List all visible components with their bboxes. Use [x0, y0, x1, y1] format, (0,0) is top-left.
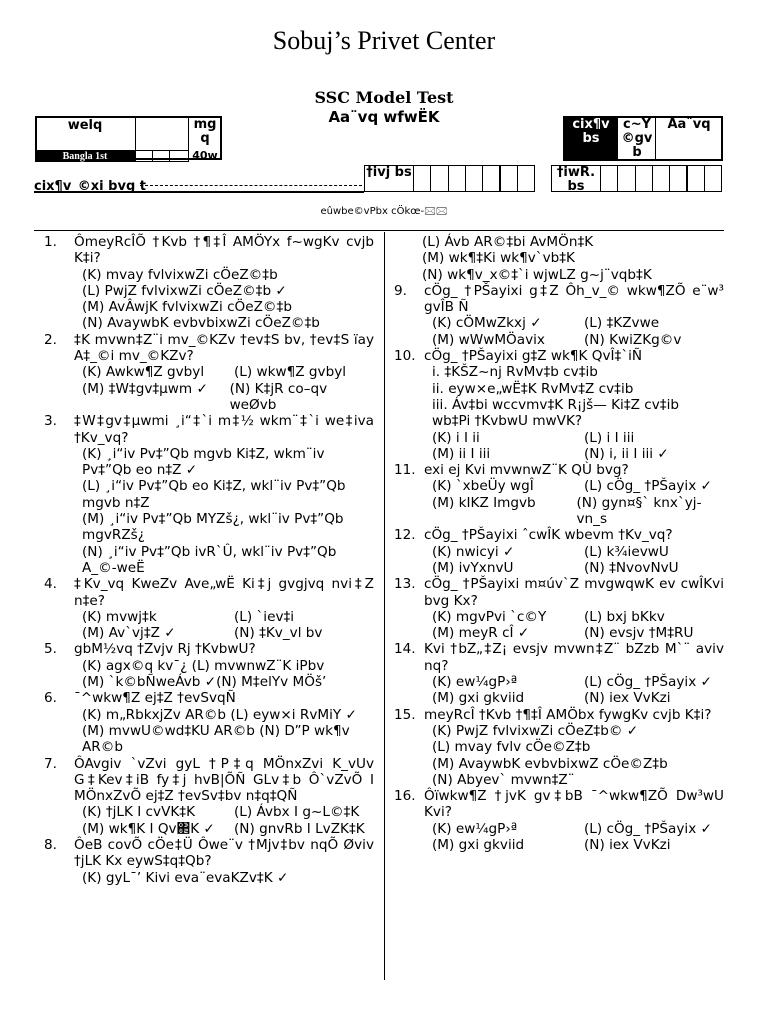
answer-option-row: [74, 381, 374, 414]
answer-option: (M) `k©bÑweÁvb ✓(N) M‡elYv MÖš’: [82, 674, 327, 691]
answer-option: (N) wk¶v_x©‡`i wjwLZ g~j¨vqb‡K: [422, 266, 652, 283]
answer-option-row: [74, 609, 374, 625]
answer-option: (M) Av`vj‡Z ✓: [82, 625, 176, 642]
question-number: 14.: [394, 641, 416, 658]
answer-option: (N) gyn¤§` knx`yj-vn_s: [576, 494, 702, 528]
answer-option: (N) ‡Kv_vl bv: [234, 625, 323, 642]
digit-box: [430, 165, 448, 192]
answer-option: (N) i, ii I iii ✓: [584, 445, 669, 462]
digit-box: [465, 165, 483, 192]
answer-option: (K) nwicyi ✓: [432, 543, 515, 560]
answer-option: (N) gnvRb I LvZK‡K: [234, 820, 365, 837]
question-text: meyRcÎ †Kvb †¶‡Î AMÖbx fywgKv cvjb K‡i?: [424, 706, 712, 723]
question-item: [44, 756, 374, 837]
chapter-label: Aa¨vq: [667, 117, 711, 132]
reg-label: †iwR. bs: [556, 165, 596, 194]
question-text: ÔmeyRcÎÕ †Kvb †¶‡Î AMÖYx f~wgKv cvjb K‡i?: [74, 234, 374, 267]
answer-option: (L) Ávbx I g~L©‡K: [234, 804, 360, 821]
answer-option-row: [424, 430, 724, 446]
set-box-2: [152, 150, 170, 162]
question-number: 6.: [44, 690, 57, 707]
question-text: ÔeB covÕ cÖe‡Ü Ôwe¨v †Mjv‡bv nqÕ Øviv †jLK Kx eywS‡q‡Qb?: [74, 836, 374, 870]
answer-option-row: [424, 609, 724, 625]
answer-option: (K) agx©q kv¯¿ (L) mvwnwZ¨K iPbv: [82, 657, 325, 674]
answer-option: (L) cÖg_ †PŠayix ✓: [584, 820, 712, 837]
question-text: ÔAvgiv `vZvi gyL †P‡q MÖnxZvi K_vUv G‡Kev‡iB fy‡j hvB|ÕÑ GLv‡b Ô`vZvÕ I MÖnxZvÕ ej‡Z †evSv‡bv n‡q‡QÑ: [74, 755, 374, 805]
digit-box: [617, 165, 635, 192]
answer-option: (L) i I iii: [584, 429, 635, 446]
answer-option: (L) k¾ievwU: [584, 543, 669, 560]
answer-option: (K) i I ii: [432, 429, 480, 446]
answer-option: (M) kIKZ Imgvb: [432, 494, 536, 511]
answer-option: (L) wkw¶Z gvbyl: [234, 364, 347, 381]
question-statement: iii. Áv‡bi wccvmv‡K R¡jš— Ki‡Z cv‡ib: [432, 396, 679, 413]
answer-option-row: [74, 364, 374, 380]
column-divider: [384, 232, 385, 980]
question-text: Kvi †bZ„‡Z¡ evsjv mvwn‡Z¨ bZzb M`¨ aviv nq?: [424, 641, 724, 674]
set-label: mg q: [193, 117, 217, 146]
digit-box: [600, 165, 618, 192]
answer-option: (K) mvay fvlvixwZi cÖeZ©‡b: [82, 266, 278, 283]
answer-option-row: [424, 690, 724, 706]
digit-box: [652, 165, 670, 192]
question-item: [394, 707, 724, 788]
question-item: [394, 283, 724, 348]
answer-option: (K) PwjZ fvlvixwZi cÖeZ‡b© ✓: [432, 722, 639, 739]
question-item: [394, 641, 724, 706]
question-number: 1.: [44, 234, 57, 250]
answer-option: (L) bxj bKkv: [584, 608, 665, 625]
question-text: exi ej Kvi mvwnwZ¨K QÙ bvg?: [424, 462, 629, 479]
subject-code: Aa¨vq wfwËK: [328, 108, 440, 126]
answer-option: (L) `iev‡i: [234, 608, 295, 625]
answer-option-row: [424, 315, 724, 331]
center-title: Sobuj’s Privet Center: [272, 26, 496, 55]
answer-option: (L) Ávb AR©‡bi AvMÖn‡K: [422, 234, 594, 250]
answer-option: (K) mvwj‡k: [82, 608, 157, 625]
question-text: cÖg_ †PŠayixi g‡Z wk¶K QvÎ‡`iÑ: [424, 348, 643, 365]
answer-option-row: [424, 478, 724, 494]
answer-option: (L) ¸i“iv Pv‡”Qb eo Ki‡Z, wkl¨iv Pv‡”Qb mgvb n‡Z: [82, 478, 346, 511]
question-number: 11.: [394, 462, 416, 479]
answer-option: (M) gxi gkviid: [432, 836, 525, 853]
question-text: ‡K mvwn‡Z¨i mv_©KZv †ev‡S bv, †ev‡S ïay A‡_©i mv_©KZv?: [74, 331, 374, 365]
question-statement: wb‡Pi †KvbwU mwVK?: [432, 413, 583, 430]
subject-value: Bangla 1st: [62, 151, 108, 162]
answer-option: (K) m„RbkxjZv AR©b (L) eyw×i RvMiY ✓: [82, 706, 357, 723]
question-item: [394, 234, 724, 283]
answer-option: (K) ew¼gP›ª: [432, 674, 518, 691]
exam-title: SSC Model Test: [314, 88, 454, 107]
answer-option: (N) ‡NvovNvU: [584, 559, 679, 576]
answer-option: (K) ew¼gP›ª: [432, 820, 518, 837]
question-item: [394, 576, 724, 641]
question-text: cÖg_ †PŠayixi g‡Z Ôh_v_© wkw¶ZÕ e¨w³ gvÎB Ñ: [424, 282, 724, 316]
answer-option: (M) meyR cÎ ✓: [432, 625, 530, 642]
header-rule: [34, 230, 724, 231]
question-text: gbM½vq †Zvjv Rj †KvbwU?: [74, 641, 256, 658]
digit-box: [448, 165, 466, 192]
question-number: 16.: [394, 788, 416, 805]
question-item: [394, 348, 724, 462]
answer-option-row: [424, 625, 724, 641]
question-text: ‡W‡gv‡µwmi ¸i“‡`i m‡½ wkm¨‡`i we‡iva †Kv_vq?: [74, 413, 374, 446]
answer-option: (K) `xbeÜy wgÎ: [432, 478, 534, 495]
answer-option: (M) AvÂwjK fvlvixwZi cÖeZ©‡b: [82, 299, 292, 316]
question-number: 13.: [394, 576, 416, 593]
answer-option: (K) gyL¯’ Kivi eva¨evaKZv‡K ✓: [82, 869, 289, 886]
answer-option: (N) AvaywbK evbvbixwZi cÖeZ©‡b: [82, 315, 320, 332]
answer-option-row: [424, 674, 724, 690]
answer-option: (M) ii I iii: [432, 445, 491, 462]
answer-option: (K) ¸i“iv Pv‡”Qb mgvb Ki‡Z, wkm¨iv Pv‡”Qb eo n‡Z ✓: [82, 445, 325, 479]
set-box-3: [169, 150, 189, 162]
answer-option: (K) Awkw¶Z gvbyl: [82, 364, 205, 381]
question-number: 3.: [44, 413, 57, 430]
question-item: [44, 837, 374, 886]
question-item: [44, 234, 374, 332]
answer-option: (K) cÖMwZkxj ✓: [432, 315, 542, 332]
answer-option: (L) cÖg_ †PŠayix ✓: [584, 478, 712, 495]
question-number: 9.: [394, 282, 407, 299]
digit-box: [687, 165, 705, 192]
question-item: [394, 462, 724, 527]
answer-option: (N) ¸i“iv Pv‡”Qb ivR`Û, wkl¨iv Pv‡”Qb A_©-weË: [82, 543, 337, 576]
question-text: cÖg_ †PŠayixi ˆcwÎK wbevm †Kv_vq?: [424, 527, 673, 544]
question-number: 4.: [44, 576, 57, 593]
answer-option: (K) mgvPvi `c©Y: [432, 608, 547, 625]
answer-option: (L) mvay fvlv cÖe©Z‡b: [432, 739, 591, 756]
code-label: c~Y ©gv b: [621, 117, 653, 160]
answer-option-row: [424, 560, 724, 576]
digit-box: [635, 165, 653, 192]
question-text: Ôïwkw¶Z †jvK gv‡bB ¯^wkw¶ZÕ Dw³wU Kvi?: [424, 788, 724, 821]
question-statement: i. ‡KŠZ~nj RvMv‡b cv‡ib: [432, 364, 598, 381]
answer-option-row: [74, 625, 374, 641]
marks-value: 40w: [192, 149, 218, 162]
digit-box: [517, 165, 535, 192]
digit-box: [669, 165, 687, 192]
question-number: 2.: [44, 331, 57, 348]
question-number: 15.: [394, 706, 416, 723]
answer-option: (N) Abyev` mvwn‡Z¨: [432, 771, 575, 788]
roll-label: cix¶v bs: [572, 117, 610, 146]
left-question-column: [44, 234, 374, 886]
class-roll-label: †ivj bs: [366, 165, 412, 180]
answer-option: (N) iex VvKzi: [584, 690, 671, 707]
answer-option: (N) KwiZKg©v: [584, 331, 682, 348]
answer-option: (M) mvwU©wd‡KU AR©b (N) D”P wk¶v AR©b: [82, 722, 350, 756]
answer-option-row: [424, 495, 724, 528]
answer-option-row: [74, 804, 374, 820]
question-text: ‡Kv_vq KweZv Ave„wË Ki‡j gvgjvq nvi‡Z n‡e?: [74, 576, 374, 609]
question-item: [44, 641, 374, 690]
answer-option: (K) †jLK I cvVK‡K: [82, 804, 195, 821]
instruction: eûwbe©vPbx cÖkœ-🖂🖂: [320, 206, 448, 217]
question-item: [394, 788, 724, 853]
answer-option: (L) PwjZ fvlvixwZi cÖeZ©‡b ✓: [82, 282, 287, 299]
answer-option: (L) cÖg_ †PŠayix ✓: [584, 674, 712, 691]
set-box-1: [135, 150, 153, 162]
answer-option: (M) wWwMÖavix: [432, 331, 545, 348]
answer-option-row: [424, 821, 724, 837]
name-underline: [34, 191, 364, 193]
question-item: [44, 576, 374, 641]
answer-option-row: [74, 821, 374, 837]
digit-box: [413, 165, 431, 192]
answer-option: (M) wk¶K I Qv΂K ✓: [82, 820, 215, 837]
name-line: [140, 185, 362, 186]
digit-box: [500, 165, 518, 192]
answer-option-row: [424, 446, 724, 462]
answer-option: (N) K‡jR co–qv weØvb: [229, 380, 328, 413]
question-item: [394, 527, 724, 576]
question-text: cÖg_ †PŠayixi m¤úv`Z mvgwqwK ev cwÎKvi bvg Kx?: [424, 576, 724, 609]
right-question-column: [394, 234, 724, 853]
question-statement: ii. eyw×e„wË‡K RvMv‡Z cv‡ib: [432, 380, 634, 397]
answer-option: (M) ‡W‡gv‡µwm ✓: [82, 380, 208, 397]
answer-option: (M) AvaywbK evbvbixwZ cÖe©Z‡b: [432, 755, 668, 772]
question-number: 10.: [394, 348, 416, 365]
question-number: 8.: [44, 836, 57, 853]
question-item: [44, 413, 374, 576]
subject-label: welq: [67, 118, 103, 133]
answer-option: (M) wk¶‡Ki wk¶v`vb‡K: [422, 250, 575, 267]
answer-option: (L) ‡KZvwe: [584, 315, 660, 332]
answer-option-row: [424, 544, 724, 560]
answer-option: (M) gxi gkviid: [432, 690, 525, 707]
answer-option-row: [424, 332, 724, 348]
answer-option-row: [424, 837, 724, 853]
answer-option: (M) ¸i“iv Pv‡”Qb MYZš¿, wkl¨iv Pv‡”Qb mgvRZš¿: [82, 511, 344, 544]
digit-box: [482, 165, 500, 192]
question-number: 5.: [44, 641, 57, 658]
question-number: 7.: [44, 755, 57, 772]
question-item: [44, 690, 374, 755]
question-number: 12.: [394, 527, 416, 544]
digit-box: [704, 165, 722, 192]
answer-option: (N) iex VvKzi: [584, 836, 671, 853]
answer-option: (M) ivYxnvU: [432, 559, 514, 576]
question-text: ¯^wkw¶Z ej‡Z †evSvqÑ: [74, 690, 236, 707]
answer-option: (N) evsjv †M‡RU: [584, 625, 694, 642]
question-item: [44, 332, 374, 413]
name-label: cix¶v_©xi bvg t: [34, 179, 146, 194]
